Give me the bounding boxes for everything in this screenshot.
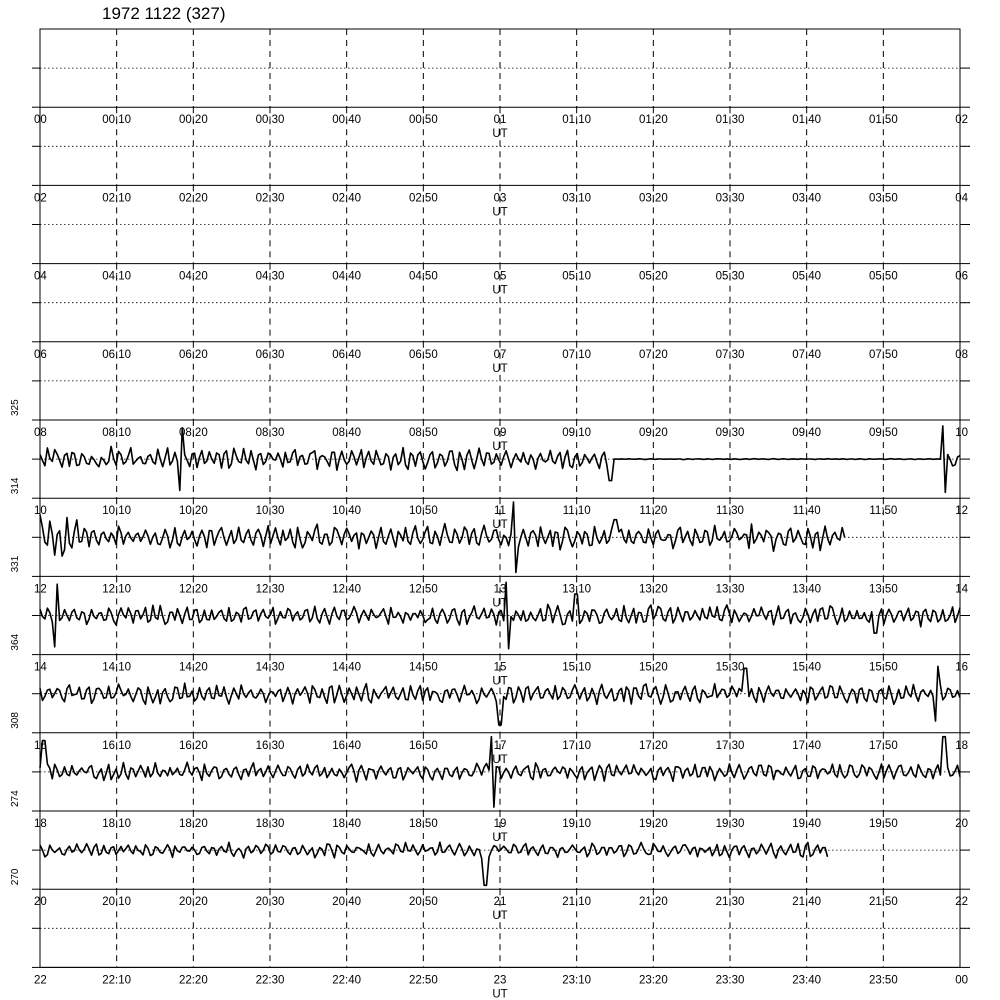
station-label: 331: [10, 555, 21, 573]
tick-label: 09:50: [868, 427, 898, 439]
tick-label: 21: [493, 896, 507, 909]
axis-label-ut: UT: [492, 597, 508, 610]
tick-label: 16: [955, 661, 968, 674]
tick-label: 10:50: [408, 505, 438, 518]
tick-label: 07:30: [715, 348, 745, 361]
tick-label: 15:50: [868, 661, 898, 674]
tick-label: 22:30: [255, 974, 285, 987]
tick-label: 20:50: [408, 896, 438, 909]
station-label: 308: [10, 712, 21, 729]
tick-label: 21:50: [868, 896, 898, 909]
panel-20: [10, 811, 970, 922]
tick-label: 21:40: [792, 896, 822, 909]
tick-label: 13:30: [715, 583, 745, 596]
tick-label: 00: [955, 974, 968, 987]
tick-label: 20:30: [255, 896, 285, 909]
tick-label: 23:10: [562, 974, 592, 987]
tick-label: 06: [955, 270, 968, 283]
tick-label: 01:40: [792, 114, 822, 127]
axis-label-ut: UT: [492, 206, 508, 219]
axis-label-ut: UT: [492, 128, 508, 141]
tick-label: 19:30: [715, 818, 745, 830]
tick-label: 14: [34, 661, 47, 674]
tick-label: 12: [955, 505, 968, 518]
panel-10: [10, 420, 970, 531]
tick-label: 05:10: [562, 270, 592, 283]
tick-label: 04: [955, 192, 968, 205]
tick-label: 18:40: [332, 818, 362, 830]
tick-label: 11:20: [639, 505, 668, 518]
tick-label: 18:50: [408, 818, 438, 830]
tick-label: 22: [34, 974, 47, 987]
tick-label: 02:50: [408, 192, 438, 205]
tick-label: 07: [493, 348, 507, 361]
tick-label: 04:30: [255, 270, 285, 283]
tick-label: 18:20: [178, 818, 208, 830]
tick-label: 23:20: [638, 974, 668, 987]
tick-label: 10:40: [332, 505, 362, 518]
tick-label: 00:20: [178, 114, 208, 127]
tick-label: 05:20: [638, 270, 668, 283]
tick-label: 02:10: [102, 192, 132, 205]
tick-label: 10:30: [255, 505, 285, 518]
tick-label: 09:20: [638, 427, 668, 439]
tick-label: 11:40: [792, 505, 821, 518]
tick-label: 05:30: [715, 270, 745, 283]
tick-label: 21:10: [562, 896, 592, 909]
axis-label-ut: UT: [492, 519, 508, 532]
tick-label: 17:40: [792, 739, 822, 752]
tick-label: 11:10: [562, 505, 591, 518]
tick-label: 14:50: [408, 661, 438, 674]
tick-label: 14:10: [102, 661, 132, 674]
tick-label: 12:20: [178, 583, 208, 596]
tick-label: 10:20: [178, 505, 208, 518]
tick-label: 19:40: [792, 818, 822, 830]
tick-label: 20: [955, 818, 968, 830]
tick-label: 03:40: [792, 192, 822, 205]
tick-label: 06:50: [408, 348, 438, 361]
axis-label-ut: UT: [492, 988, 508, 1000]
tick-label: 04:50: [408, 270, 438, 283]
tick-label: 16:10: [102, 739, 132, 752]
tick-label: 12: [34, 583, 47, 596]
trace-20: [40, 842, 828, 885]
tick-label: 12:50: [408, 583, 438, 596]
tick-label: 16:20: [178, 739, 208, 752]
tick-label: 13:10: [562, 583, 592, 596]
tick-label: 23:40: [792, 974, 822, 987]
tick-label: 14:20: [178, 661, 208, 674]
tick-label: 05: [493, 270, 507, 283]
axis-label-ut: UT: [492, 284, 508, 297]
axis-label-ut: UT: [492, 441, 508, 453]
tick-label: 09: [493, 427, 507, 439]
tick-label: 09:30: [715, 427, 745, 439]
tick-label: 23: [493, 974, 507, 987]
tick-label: 04:40: [332, 270, 362, 283]
tick-label: 17:10: [562, 739, 592, 752]
tick-label: 00:30: [255, 114, 285, 127]
tick-label: 22:20: [178, 974, 208, 987]
tick-label: 08:30: [255, 427, 285, 439]
tick-label: 13:50: [868, 583, 898, 596]
tick-label: 17:50: [868, 739, 898, 752]
station-label: 270: [10, 868, 21, 886]
tick-label: 07:40: [792, 348, 822, 361]
chart-title: 1972 1122 (327): [102, 4, 226, 23]
station-label: 274: [10, 790, 21, 807]
tick-label: 16:40: [332, 739, 362, 752]
tick-label: 07:50: [868, 348, 898, 361]
tick-label: 11: [494, 505, 506, 518]
panel-08: [10, 342, 970, 453]
panel-00: [32, 29, 970, 140]
axis-label-ut: UT: [492, 753, 508, 766]
tick-label: 05:50: [868, 270, 898, 283]
panel-18: [10, 733, 970, 844]
tick-label: 22: [955, 896, 968, 909]
tick-label: 18:10: [102, 818, 132, 830]
tick-label: 14:30: [255, 661, 285, 674]
tick-label: 04:20: [178, 270, 208, 283]
tick-label: 12:30: [255, 583, 285, 596]
tick-label: 10: [955, 427, 968, 439]
tick-label: 02:20: [178, 192, 208, 205]
tick-label: 15: [493, 661, 507, 674]
tick-label: 07:10: [562, 348, 592, 361]
tick-label: 17: [493, 739, 507, 752]
tick-label: 15:20: [638, 661, 668, 674]
tick-label: 22:50: [408, 974, 438, 987]
axis-label-ut: UT: [492, 910, 508, 923]
tick-label: 23:30: [715, 974, 745, 987]
tick-label: 20:20: [178, 896, 208, 909]
tick-label: 10: [34, 505, 47, 518]
tick-label: 13:20: [638, 583, 668, 596]
tick-label: 06:40: [332, 348, 362, 361]
tick-label: 03:20: [638, 192, 668, 205]
tick-label: 16: [34, 739, 47, 752]
tick-label: 13:40: [792, 583, 822, 596]
tick-label: 08: [955, 348, 968, 361]
tick-label: 18: [955, 739, 968, 752]
tick-label: 08:10: [102, 427, 132, 439]
tick-label: 22:10: [102, 974, 132, 987]
tick-label: 09:10: [562, 427, 592, 439]
tick-label: 00: [34, 114, 47, 127]
tick-label: 02:40: [332, 192, 362, 205]
tick-label: 16:50: [408, 739, 438, 752]
tick-label: 06: [34, 348, 47, 361]
tick-label: 01:10: [562, 114, 592, 127]
tick-label: 07:20: [638, 348, 668, 361]
tick-label: 17:20: [638, 739, 668, 752]
tick-label: 01:30: [715, 114, 745, 127]
tick-label: 03:30: [715, 192, 745, 205]
tick-label: 11:50: [869, 505, 898, 518]
tick-label: 10:10: [102, 505, 132, 518]
tick-label: 19:10: [562, 818, 592, 830]
station-label: 314: [10, 477, 21, 495]
tick-label: 11:30: [716, 505, 744, 518]
tick-label: 15:40: [792, 661, 822, 674]
tick-label: 04: [34, 270, 47, 283]
tick-label: 00:10: [102, 114, 132, 127]
tick-label: 12:40: [332, 583, 362, 596]
tick-label: 18: [34, 818, 47, 830]
panel-12: [10, 498, 970, 609]
tick-label: 13: [493, 583, 507, 596]
tick-label: 12:10: [102, 583, 132, 596]
tick-label: 14:40: [332, 661, 362, 674]
tick-label: 21:30: [715, 896, 745, 909]
tick-label: 08:50: [408, 427, 438, 439]
tick-label: 15:10: [562, 661, 592, 674]
tick-label: 01:20: [638, 114, 668, 127]
tick-label: 03: [493, 192, 507, 205]
tick-label: 05:40: [792, 270, 822, 283]
tick-label: 08:40: [332, 427, 362, 439]
tick-label: 00:40: [332, 114, 362, 127]
tick-label: 02:30: [255, 192, 285, 205]
axis-label-ut: UT: [492, 362, 508, 375]
tick-label: 23:50: [868, 974, 898, 987]
tick-label: 09:40: [792, 427, 822, 439]
tick-label: 20:40: [332, 896, 362, 909]
tick-label: 08: [34, 427, 47, 439]
tick-label: 02: [955, 114, 968, 127]
panel-14: [10, 576, 970, 687]
tick-label: 00:50: [408, 114, 438, 127]
tick-label: 20: [34, 896, 47, 909]
tick-label: 01:50: [868, 114, 898, 127]
tick-label: 14: [955, 583, 968, 596]
tick-label: 19:20: [638, 818, 668, 830]
tick-label: 03:10: [562, 192, 592, 205]
tick-label: 15:30: [715, 661, 745, 674]
tick-label: 19:50: [868, 818, 898, 830]
axis-label-ut: UT: [492, 832, 508, 844]
tick-label: 06:30: [255, 348, 285, 361]
tick-label: 20:10: [102, 896, 132, 909]
tick-label: 06:10: [102, 348, 132, 361]
tick-label: 22:40: [332, 974, 362, 987]
tick-label: 08:20: [178, 427, 208, 439]
tick-label: 18:30: [255, 818, 285, 830]
station-label: 364: [10, 633, 21, 651]
tick-label: 01: [493, 114, 507, 127]
tick-label: 04:10: [102, 270, 132, 283]
tick-label: 17:30: [715, 739, 745, 752]
tick-label: 16:30: [255, 739, 285, 752]
tick-label: 03:50: [868, 192, 898, 205]
tick-label: 06:20: [178, 348, 208, 361]
axis-label-ut: UT: [492, 675, 508, 688]
tick-label: 19: [493, 818, 507, 830]
tick-label: 21:20: [638, 896, 668, 909]
station-label: 325: [10, 399, 21, 416]
tick-label: 02: [34, 192, 47, 205]
